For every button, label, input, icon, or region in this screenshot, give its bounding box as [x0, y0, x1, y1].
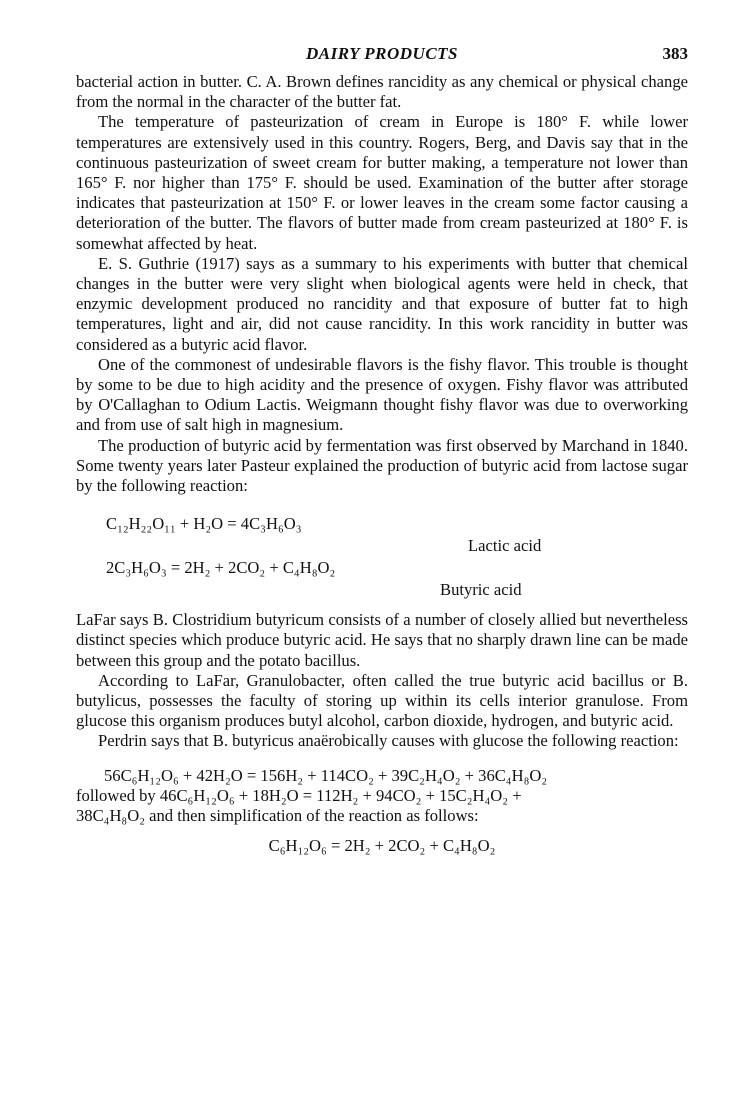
- reaction-line-3: 38C₄H₈O₂ and then simplification of the reaction as follows:: [76, 806, 479, 826]
- paragraph-butyric-production: The production of butyric acid by fermentation was first observed by Marchand in 1840. Some twenty years later Pasteur explained the production of butyric acid from lactose sugar by the following reaction:: [76, 435, 688, 496]
- paragraph-guthrie: E. S. Guthrie (1917) says as a summary to his experiments with butter that chemical changes in the butter were very slight when biological agents were held in check, that enzymic development produced no rancidity and that exposure of butter fat to high temperatures, light and air, did not cause rancidity. In this work rancidity in butter was considered as a butyric acid flavor.: [76, 253, 688, 354]
- book-page: [76, 44, 688, 856]
- equation-label-butyric-acid: Butyric acid: [440, 580, 522, 600]
- equation-label-lactic-acid: Lactic acid: [468, 536, 542, 556]
- paragraph-continuation: bacterial action in butter. C. A. Brown defines rancidity as any chemical or physical change from the normal in the character of the butter fat.: [76, 72, 688, 112]
- paragraph-lafar-clostridium: LaFar says B. Clostridium butyricum consists of a number of closely allied but nevertheless distinct species which produce butyric acid. He says that no sharply drawn line can be made between this group and the potato bacillus.: [76, 610, 688, 670]
- reaction-block: [76, 766, 688, 827]
- reaction-line-2: followed by 46C₆H₁₂O₆ + 18H₂O = 112H₂ + 94CO₂ + 15C₂H₄O₂ +: [76, 785, 522, 805]
- page-header: [76, 44, 688, 72]
- equation-block: [76, 510, 688, 602]
- reaction-line-1: 56C₆H₁₂O₆ + 42H₂O = 156H₂ + 114CO₂ + 39C₂H₄O₂ + 36C₄H₈O₂: [104, 765, 548, 785]
- paragraph-pasteurization: The temperature of pasteurization of cream in Europe is 180° F. while lower temperatures are extensively used in this country. Rogers, Berg, and Davis say that in the continuous pasteurization of sweet cream for butter making, a temperature not lower than 165° F. nor higher than 175° F. should be used. Examination of the butter after storage indicates that pasteurization at 150° F. or lower leaves in the cream some factor causing a deterioration of the butter. The flavors of butter made from cream pasteurized at 180° F. is somewhat affected by heat.: [76, 112, 688, 253]
- paragraph-fishy-flavor: One of the commonest of undesirable flavors is the fishy flavor. This trouble is thought by some to be due to high acidity and the presence of oxygen. Fishy flavor was attributed by O'Callaghan to Odium Lactis. Weigmann thought fishy flavor was due to overworking and from use of salt high in magnesium.: [76, 354, 688, 435]
- page-number: 383: [662, 44, 688, 63]
- final-equation: C₆H₁₂O₆ = 2H₂ + 2CO₂ + C₄H₈O₂: [268, 836, 496, 856]
- paragraph-granulobacter: According to LaFar, Granulobacter, often called the true butyric acid bacillus or B. butylicus, possesses the faculty of storing up within its cells interior granulose. From glucose this organism produces butyl alcohol, carbon dioxide, hydrogen, and butyric acid.: [76, 670, 688, 731]
- paragraph-perdrin: Perdrin says that B. butyricus anaërobically causes with glucose the following reaction:: [98, 731, 679, 751]
- equation-lactose: C₁₂H₂₂O₁₁ + H₂O = 4C₃H₆O₃: [106, 514, 302, 534]
- running-head: DAIRY PRODUCTS: [306, 44, 458, 63]
- equation-butyric: 2C₃H₆O₃ = 2H₂ + 2CO₂ + C₄H₈O₂: [106, 558, 336, 578]
